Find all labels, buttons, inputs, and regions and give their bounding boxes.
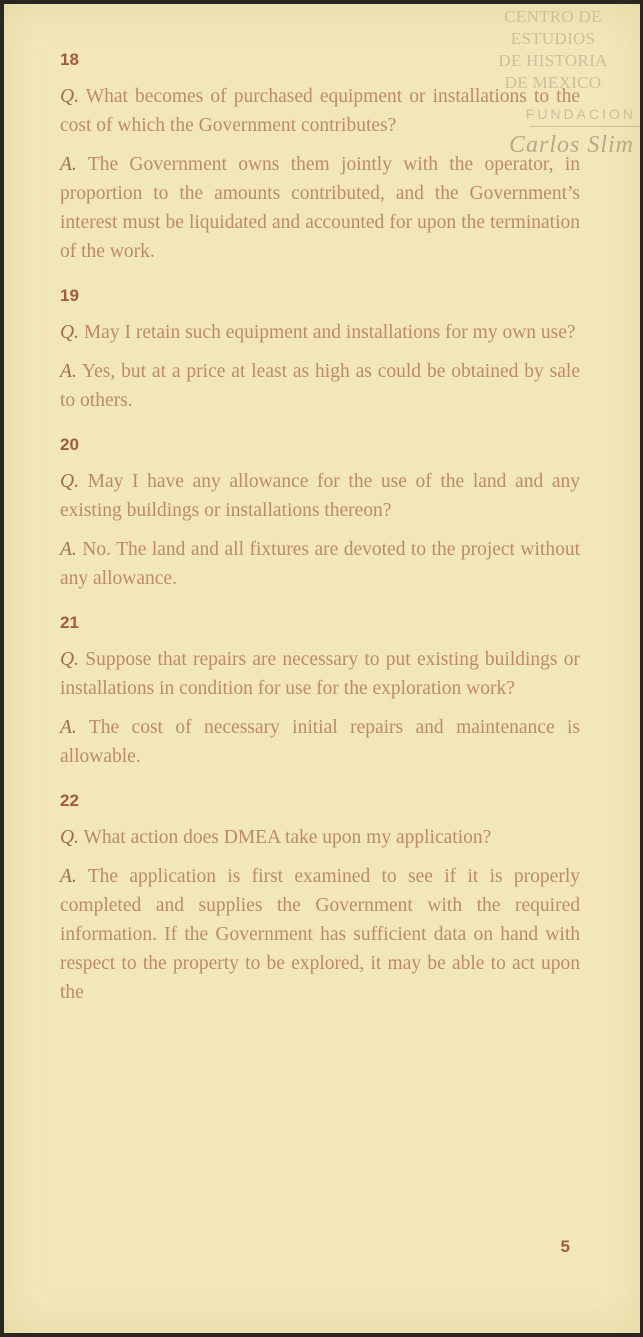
question-text	[60, 823, 580, 852]
a-label: A.	[60, 361, 77, 382]
a-label: A.	[60, 539, 77, 560]
answer-body: The application is first examined to see if it is properly completed and supplies the Government with the required information. If the Government has sufficient data on hand with respect to the property to be explored, it may be able to act upon the	[60, 866, 580, 1003]
question-number: 19	[60, 286, 79, 305]
a-label: A.	[60, 717, 77, 738]
answer-body: No. The land and all fixtures are devoted to the project without any allowance.	[60, 539, 581, 589]
qa-block	[60, 284, 580, 415]
question-text	[60, 645, 580, 703]
answer-body: The Government owns them jointly with the operator, in proportion to the amounts contributed, and the Government’s interest must be liquidated and accounted for upon the termination of the work.	[60, 154, 580, 262]
question-number: 18	[60, 50, 79, 69]
question-number: 20	[60, 435, 79, 454]
watermark-line: DE MEXICO	[504, 73, 602, 92]
watermark-line: ESTUDIOS	[510, 29, 596, 48]
q-label: Q.	[60, 322, 79, 343]
question-text	[60, 318, 580, 347]
q-label: Q.	[60, 86, 79, 107]
q-label: Q.	[60, 827, 79, 848]
a-label: A.	[60, 154, 77, 175]
question-body: Suppose that repairs are necessary to put existing buildings or installations in condition for use for the exploration work?	[60, 649, 581, 699]
qa-block	[60, 48, 580, 266]
watermark-signature: Carlos Slim	[508, 132, 634, 158]
q-label: Q.	[60, 471, 79, 492]
watermark-line: DE HISTORIA	[498, 51, 608, 70]
a-label: A.	[60, 866, 77, 887]
q-label: Q.	[60, 649, 79, 670]
answer-text	[60, 535, 580, 593]
answer-text	[60, 150, 580, 266]
answer-text	[60, 357, 580, 415]
watermark-line: CENTRO DE	[504, 7, 602, 26]
answer-body: The cost of necessary initial repairs and maintenance is allowable.	[60, 717, 580, 767]
question-body: What action does DMEA take upon my application?	[83, 827, 492, 848]
answer-body: Yes, but at a price at least as high as could be obtained by sale to others.	[60, 361, 580, 411]
qa-block	[60, 433, 580, 593]
question-body: May I have any allowance for the use of the land and any existing buildings or installations thereon?	[60, 471, 580, 521]
qa-content	[60, 48, 580, 1025]
answer-text	[60, 862, 580, 1007]
question-body: What becomes of purchased equipment or installations to the cost of which the Government contributes?	[60, 86, 580, 136]
page-number: 5	[560, 1237, 570, 1256]
watermark-foundation: FUNDACION	[525, 106, 636, 122]
question-number: 22	[60, 791, 79, 810]
question-text	[60, 467, 580, 525]
answer-text	[60, 713, 580, 771]
qa-block	[60, 611, 580, 771]
question-number: 21	[60, 613, 79, 632]
question-body: May I retain such equipment and installations for my own use?	[83, 322, 576, 343]
qa-block	[60, 789, 580, 1007]
document-page	[4, 4, 640, 1333]
question-text	[60, 82, 580, 140]
